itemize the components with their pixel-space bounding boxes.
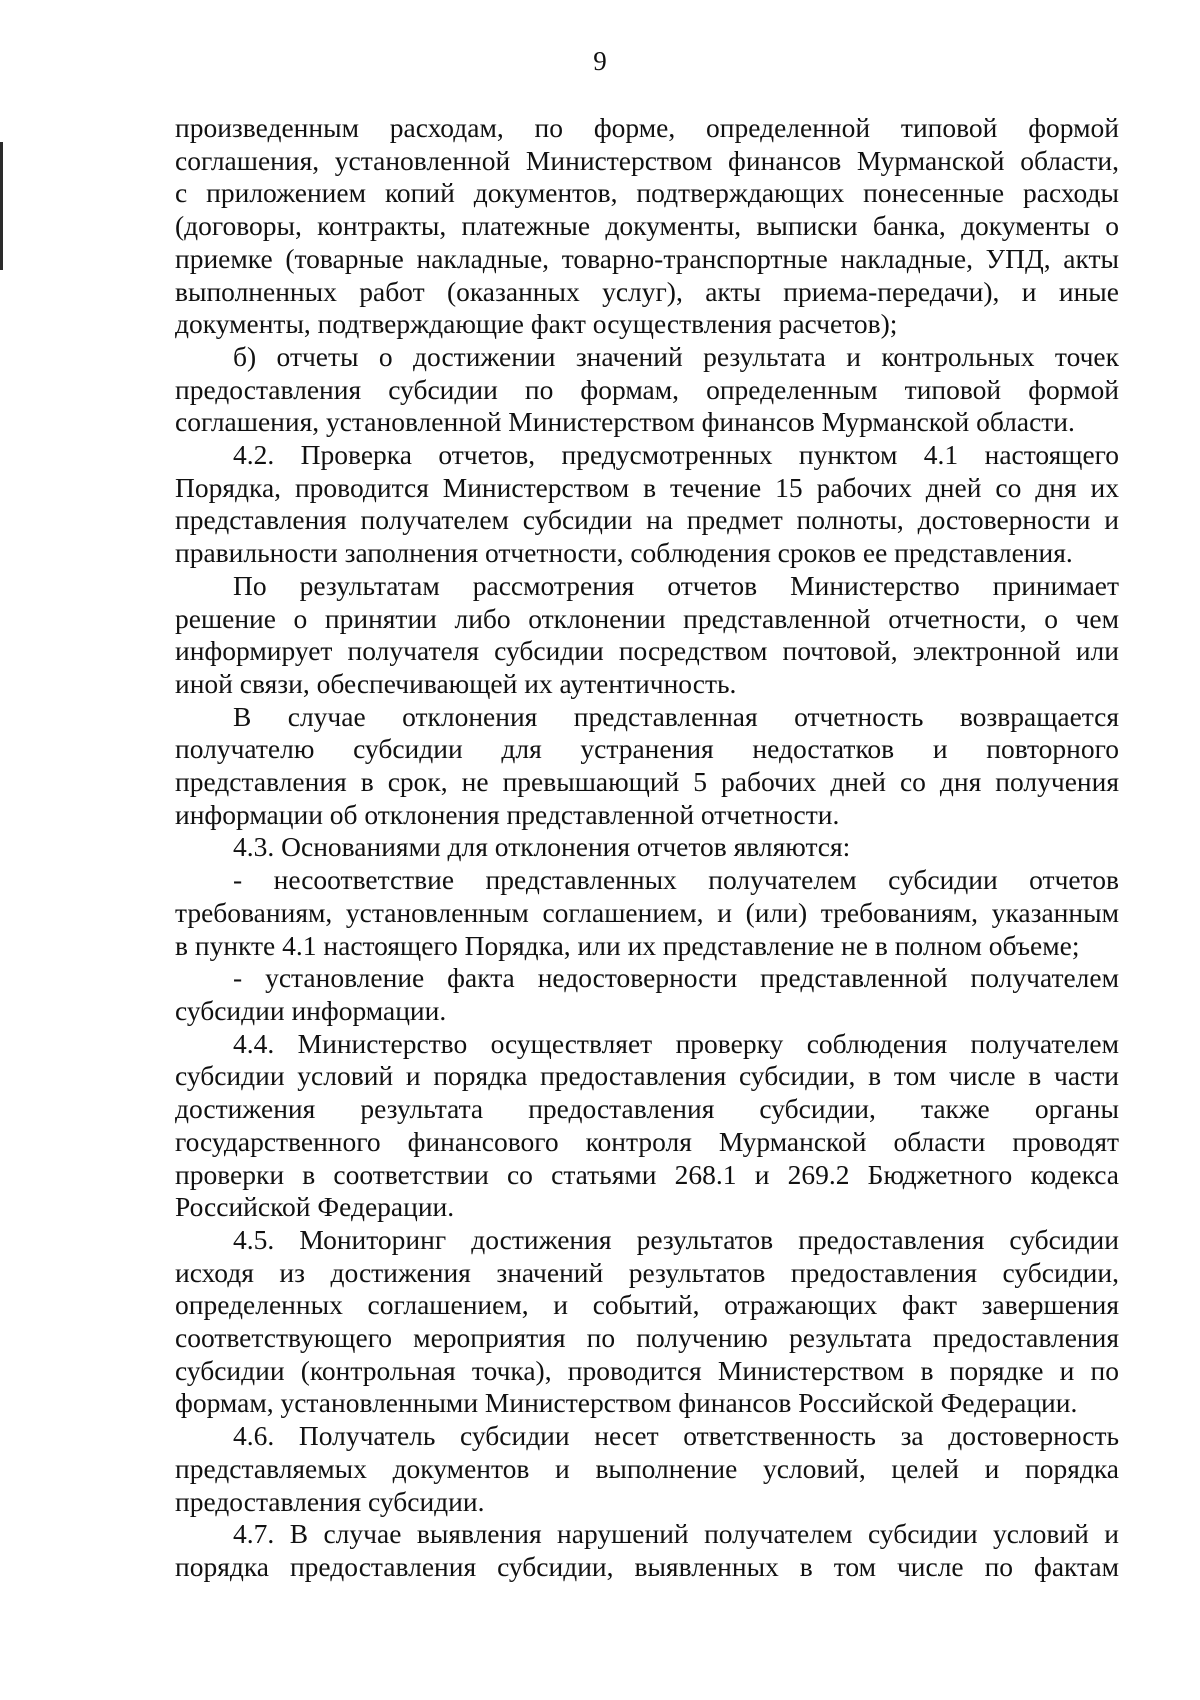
text-line: предоставления субсидии. <box>175 1485 485 1517</box>
text-line: 4.3. Основаниями для отклонения отчетов являются: <box>233 831 851 863</box>
text-line: 4.2. Проверка отчетов, предусмотренных пунктом 4.1 настоящего <box>233 439 1119 471</box>
page-number: 9 <box>593 46 607 76</box>
text-line: 4.4. Министерство осуществляет проверку соблюдения получателем <box>233 1027 1119 1059</box>
text-line: получателю субсидии для устранения недостатков и повторного <box>175 733 1119 765</box>
text-line: 4.7. В случае выявления нарушений получателем субсидии условий и <box>233 1518 1119 1550</box>
text-line: решение о принятии либо отклонении представленной отчетности, о чем <box>175 602 1119 634</box>
text-line: государственного финансового контроля Мурманской области проводят <box>175 1125 1119 1157</box>
text-line: правильности заполнения отчетности, соблюдения сроков ее представления. <box>175 537 1073 569</box>
text-line: - несоответствие представленных получателем субсидии отчетов <box>233 864 1119 896</box>
text-line: определенных соглашением, и событий, отражающих факт завершения <box>175 1289 1119 1321</box>
text-line: субсидии условий и порядка предоставления субсидии, в том числе в части <box>175 1060 1119 1092</box>
text-line: соответствующего мероприятия по получению результата предоставления <box>175 1322 1119 1354</box>
text-line: - установление факта недостоверности представленной получателем <box>233 962 1119 994</box>
text-line: достижения результата предоставления субсидии, также органы <box>175 1093 1119 1125</box>
text-line: субсидии информации. <box>175 994 447 1026</box>
scan-edge-mark <box>0 142 3 270</box>
text-line: представляемых документов и выполнение условий, целей и порядка <box>175 1452 1119 1484</box>
text-line: с приложением копий документов, подтверждающих понесенные расходы <box>175 177 1119 209</box>
text-line: соглашения, установленной Министерством финансов Мурманской области. <box>175 406 1075 438</box>
text-line: предоставления субсидии по формам, определенным типовой формой <box>175 373 1119 405</box>
text-line: б) отчеты о достижении значений результата и контрольных точек <box>233 340 1119 372</box>
text-line: в пункте 4.1 настоящего Порядка, или их представление не в полном объеме; <box>175 929 1080 961</box>
text-line: 4.6. Получатель субсидии несет ответственность за достоверность <box>233 1420 1119 1452</box>
text-line: выполненных работ (оказанных услуг), акты приема-передачи), и иные <box>175 275 1119 307</box>
text-line: 4.5. Мониторинг достижения результатов предоставления субсидии <box>233 1223 1119 1255</box>
text-line: проверки в соответствии со статьями 268.1 и 269.2 Бюджетного кодекса <box>175 1158 1119 1190</box>
text-line: (договоры, контракты, платежные документы, выписки банка, документы о <box>175 210 1119 242</box>
text-line: требованиям, установленным соглашением, и (или) требованиям, указанным <box>175 896 1119 928</box>
text-line: произведенным расходам, по форме, определенной типовой формой <box>175 112 1119 143</box>
text-line: представления в срок, не превышающий 5 рабочих дней со дня получения <box>175 766 1119 798</box>
text-line: В случае отклонения представленная отчетность возвращается <box>233 700 1119 732</box>
text-line: представления получателем субсидии на предмет полноты, достоверности и <box>175 504 1119 536</box>
text-line: документы, подтверждающие факт осуществления расчетов); <box>175 308 898 340</box>
text-line: Российской Федерации. <box>175 1191 455 1223</box>
document-body <box>175 112 1119 1584</box>
text-line: информирует получателя субсидии посредством почтовой, электронной или <box>175 635 1119 667</box>
text-line: информации об отклонения представленной отчетности. <box>175 798 840 830</box>
text-line: формам, установленными Министерством финансов Российской Федерации. <box>175 1387 1078 1419</box>
text-line: иной связи, обеспечивающей их аутентичность. <box>175 667 737 699</box>
text-line: соглашения, установленной Министерством финансов Мурманской области, <box>175 144 1119 176</box>
text-line: исходя из достижения значений результатов предоставления субсидии, <box>175 1256 1119 1288</box>
text-line: Порядка, проводится Министерством в течение 15 рабочих дней со дня их <box>175 471 1119 503</box>
text-line: По результатам рассмотрения отчетов Министерство принимает <box>233 569 1119 601</box>
text-line: субсидии (контрольная точка), проводится Министерством в порядке и по <box>175 1354 1119 1386</box>
text-line: порядка предоставления субсидии, выявленных в том числе по фактам <box>175 1550 1119 1582</box>
text-line: приемке (товарные накладные, товарно-транспортные накладные, УПД, акты <box>175 242 1119 274</box>
